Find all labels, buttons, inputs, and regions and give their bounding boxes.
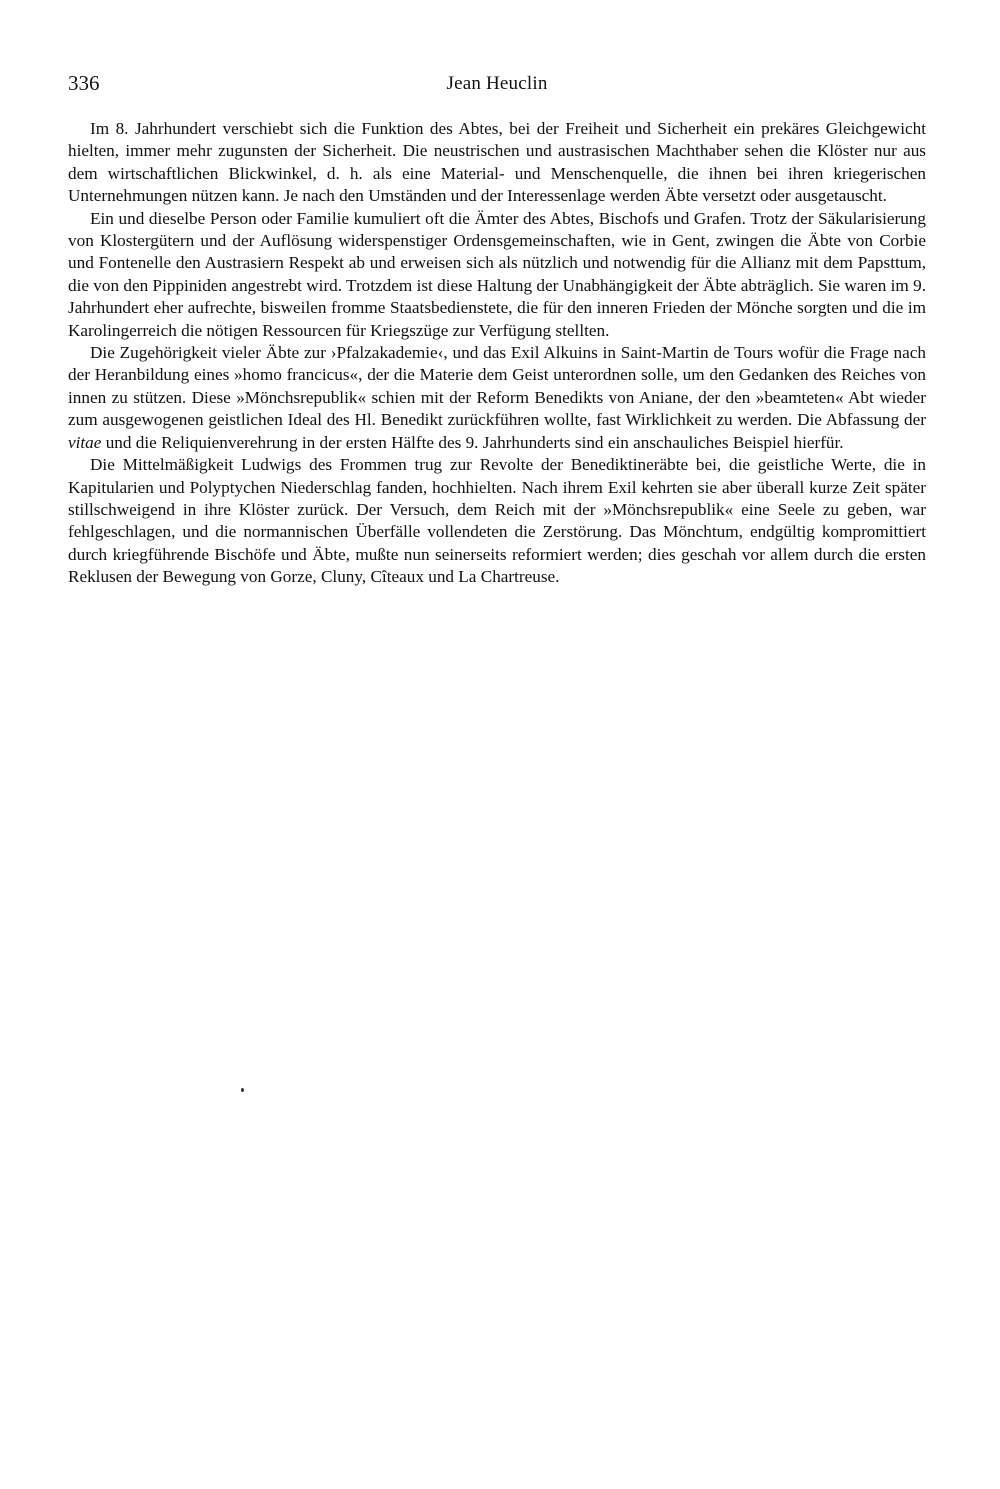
paragraph-1 [68, 118, 926, 208]
paragraph-4-text: Die Mittelmäßigkeit Ludwigs des Frommen trug zur Revolte der Benediktineräbte bei, die geistliche Werte, die in Kapitularien und Polyptychen Niederschlag fanden, hochhielten. Nach ihrem Exil kehrten sie aber überall kurze Zeit später stillschweigend in ihre Klöster zurück. Der Versuch, dem Reich mit der »Mönchsrepublik« eine Seele zu geben, war fehlgeschlagen, und die normannischen Überfälle vollendeten die Zerstörung. Das Mönchtum, endgültig kompromittiert durch kriegführende Bischöfe und Äbte, mußte nun seinerseits reformiert werden; dies geschah vor allem durch die ersten Reklusen der Bewegung von Gorze, Cluny, Cîteaux und La Chartreuse. [68, 455, 926, 587]
paragraph-1-text: Im 8. Jahrhundert verschiebt sich die Funktion des Abtes, bei der Freiheit und Sicherheit ein prekäres Gleichgewicht hielten, immer mehr zugunsten der Sicherheit. Die neustrischen und austrasischen Machthaber sehen die Klöster nur aus dem wirtschaftlichen Blickwinkel, d. h. als eine Material- und Menschenquelle, die ihnen bei ihren kriegerischen Unternehmungen nützen kann. Je nach den Umständen und der Interessenlage werden Äbte versetzt oder ausgetauscht. [68, 119, 926, 206]
paragraph-2 [68, 208, 926, 342]
paragraph-2-text: Ein und dieselbe Person oder Familie kumuliert oft die Ämter des Abtes, Bischofs und Grafen. Trotz der Säkularisierung von Klostergütern und der Auflösung widerspenstiger Ordensgemeinschaften, wie in Gent, zwingen die Äbte von Corbie und Fontenelle den Austrasiern Respekt ab und erweisen sich als nützlich und notwendig für die Allianz mit dem Papsttum, die von den Pippiniden angestrebt wird. Trotzdem ist diese Haltung der Unabhängigkeit der Äbte abträglich. Sie waren im 9. Jahrhundert eher aufrechte, bisweilen fromme Staatsbedienstete, die für den inneren Frieden der Mönche sorgten und die im Karolingerreich die nötigen Ressourcen für Kriegszüge zur Verfügung stellten. [68, 208, 926, 340]
body-text [68, 118, 926, 589]
paragraph-4 [68, 454, 926, 588]
paragraph-3-text-after: und die Reliquienverehrung in der ersten Hälfte des 9. Jahrhunderts sind ein anschauliches Beispiel hierfür. [101, 432, 844, 452]
page-number: 336 [68, 71, 100, 95]
paragraph-3-text-before: Die Zugehörigkeit vieler Äbte zur ›Pfalzakademie‹, und das Exil Alkuins in Saint-Martin de Tours wofür die Frage nach der Heranbildung eines »homo francicus«, der die Materie dem Geist unterordnen solle, um den Gedanken des Reiches von innen zu stützen. Diese »Mönchsrepublik« schien mit der Reform Benedikts von Aniane, der den »beamteten« Abt wieder zum ausgewogenen geistlichen Ideal des Hl. Benedikt zurückführen wollte, fast Wirklichkeit zu werden. Die Abfassung der [68, 343, 926, 430]
running-head [68, 70, 926, 100]
running-title: Jean Heuclin [446, 73, 548, 94]
paragraph-3-italic-term: vitae [68, 432, 102, 452]
scan-speck [241, 1088, 244, 1092]
paragraph-3 [68, 342, 926, 454]
